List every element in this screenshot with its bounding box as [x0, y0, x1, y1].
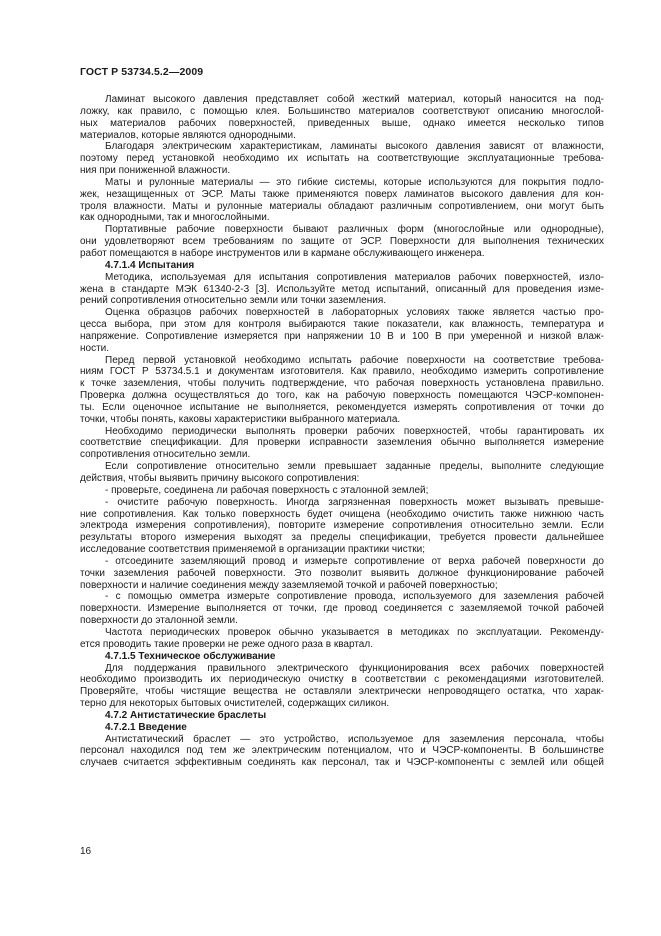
text-line: ниям ГОСТ Р 53734.5.1 и документам изготовителя. Как правило, необходимо измерить сопротивление: [80, 366, 604, 378]
text-line: точки заземления рабочей поверхности. Это позволит выявить должное функционирование рабочей: [80, 567, 604, 579]
text-line: Оценка образцов рабочих поверхностей в лабораторных условиях также является частью про-: [105, 307, 604, 319]
text-line: действия, чтобы выявить причину высокого сопротивления:: [80, 473, 360, 484]
text-line: поверхности. Измерение выполняется от точки, где провод соединяется с заземляемой точкой рабочей: [80, 603, 604, 615]
text-line: результаты второго измерения выходят за пределы спецификации, требуется провести дальнейшее: [80, 532, 604, 544]
document-body: [80, 94, 604, 769]
text-line: - очистите рабочую поверхность. Иногда загрязненная поверхность может вызывать превыше-: [105, 496, 604, 508]
document-header: ГОСТ Р 53734.5.2—2009: [80, 66, 204, 78]
text-line: жена в стандарте МЭК 61340-2-3 [3]. Используйте метод испытаний, описанный для проведения изме-: [80, 283, 604, 295]
text-line: ложку, как правило, с помощью клея. Большинство материалов соответствуют описанию многослой-: [80, 105, 604, 117]
text-line: Для поддержания правильного электрического функционирования всех рабочих поверхностей: [105, 662, 604, 674]
text-line: электрода измерения сопротивления), повторите измерение сопротивления относительно земли. Если: [80, 520, 604, 532]
text-line: троля влажности. Маты и рулонные материалы обладают различным сопротивлением, они могут быть: [80, 200, 604, 212]
text-line: Частота периодических проверок обычно указывается в методиках по эксплуатации. Рекоменду-: [105, 626, 604, 638]
section-heading: 4.7.1.4 Испытания: [105, 259, 195, 271]
text-line: исследование соответствия применяемой в организации практики чистки;: [80, 544, 426, 556]
text-line: Проверка должна осуществляться до того, как на рабочую поверхность помещаются ЧЭСР-компонен-: [80, 390, 604, 402]
text-line: напряжение. Сопротивление измеряется при напряжении 10 В и 100 В при умеренной и низкой влаж-: [80, 330, 604, 342]
text-line: ных материалов рабочих поверхностей, приведенных выше, однако имеется несколько типов: [80, 117, 604, 129]
text-line: ется проводить такие проверки не реже одного раза в квартал.: [80, 638, 373, 650]
text-line: Методика, используемая для испытания сопротивления материалов рабочих поверхностей, изло-: [105, 271, 604, 283]
text-line: - с помощью омметра измерьте сопротивление провода, используемого для заземления рабочей: [105, 591, 604, 603]
text-line: они удовлетворяют всем требованиям по защите от ЭСР. Поверхности для выполнения технических: [80, 236, 604, 248]
text-line: материалов, которые являются однородными.: [80, 129, 296, 141]
text-line: ности.: [80, 342, 110, 354]
text-line: случаев считается эффективным соединять как персонал, так и ЧЭСР-компоненты с землей или общей: [80, 757, 604, 769]
text-line: работ помещаются в наборе инструментов или в кармане обслуживающего инженера.: [80, 247, 485, 259]
text-line: Портативные рабочие поверхности бывают различных форм (многослойные или однородные),: [105, 224, 604, 236]
text-line: Необходимо периодически выполнять проверки рабочих поверхностей, чтобы гарантировать их: [105, 425, 604, 437]
text-line: ты. Если оценочное испытание не выполняется, рекомендуется измерять сопротивления от точки до: [80, 401, 604, 413]
text-line: Если сопротивление относительно земли превышает заданные пределы, выполните следующие: [105, 461, 604, 473]
text-line: Перед первой установкой необходимо испытать рабочие поверхности на соответствие требова-: [105, 354, 604, 366]
text-line: необходимо производить их периодическую очистку в соответствии с рекомендациями изготовителей.: [80, 674, 604, 686]
text-line: Благодаря электрическим характеристикам, ламинаты высокого давления зависят от влажности,: [105, 141, 604, 153]
section-heading: 4.7.2 Антистатические браслеты: [105, 709, 267, 721]
text-line: персонал находился под тем же электрическим потенциалом, что и ЧЭСР-компоненты. В большинстве: [80, 745, 604, 757]
section-heading: 4.7.1.5 Техническое обслуживание: [105, 650, 276, 662]
page-number: 16: [80, 846, 92, 857]
text-line: ние сопротивления. Как только поверхность будет очищена (необходимо очистить также нижнюю часть: [80, 508, 604, 520]
text-line: - отсоедините заземляющий провод и измерьте сопротивление от верха рабочей поверхности до: [105, 555, 604, 567]
text-line: поэтому перед установкой необходимо их испытать на соответствующие эксплуатационные требова-: [80, 153, 604, 165]
text-line: - проверьте, соединена ли рабочая поверхность с эталонной землей;: [105, 484, 429, 496]
text-line: рений сопротивления относительно земли или точки заземления.: [80, 295, 387, 307]
text-line: как однородными, так и многослойными.: [80, 212, 270, 224]
text-line: соответствие спецификации. Для проверки исправности заземления обычно выполняется измерение: [80, 437, 604, 449]
text-line: поверхности и наличие соединения между заземляемой точкой и рабочей поверхностью;: [80, 579, 498, 591]
text-line: жек, незащищенных от ЭСР. Маты также применяются поверх ламинатов высокого давления для кон-: [80, 188, 604, 200]
text-line: точки, чтобы понять, каковы характеристики выбранного материала.: [80, 413, 401, 425]
text-line: к точке заземления, чтобы получить подтверждение, что рабочая поверхность установлена правильно.: [80, 378, 604, 390]
text-line: Ламинат высокого давления представляет собой жесткий материал, который наносится на под-: [105, 94, 604, 105]
section-heading: 4.7.2.1 Введение: [105, 721, 187, 733]
text-line: ния при пониженной влажности.: [80, 165, 231, 177]
text-line: цесса выбора, при этом для контроля выбираются такие показатели, как влажность, температура и: [80, 319, 604, 331]
text-line: терно для некоторых бытовых очистителей, содержащих силикон.: [80, 698, 390, 710]
text-line: сопротивления относительно земли.: [80, 449, 251, 461]
text-line: Маты и рулонные материалы — это гибкие системы, которые используются для покрытия подло-: [105, 176, 604, 188]
text-line: Проверяйте, чтобы чистящие вещества не оставляли электрически непроводящего остатка, что харак-: [80, 686, 604, 698]
text-line: Антистатический браслет — это устройство, используемое для заземления персонала, чтобы: [105, 733, 604, 745]
text-line: поверхности до эталонной земли.: [80, 615, 238, 627]
